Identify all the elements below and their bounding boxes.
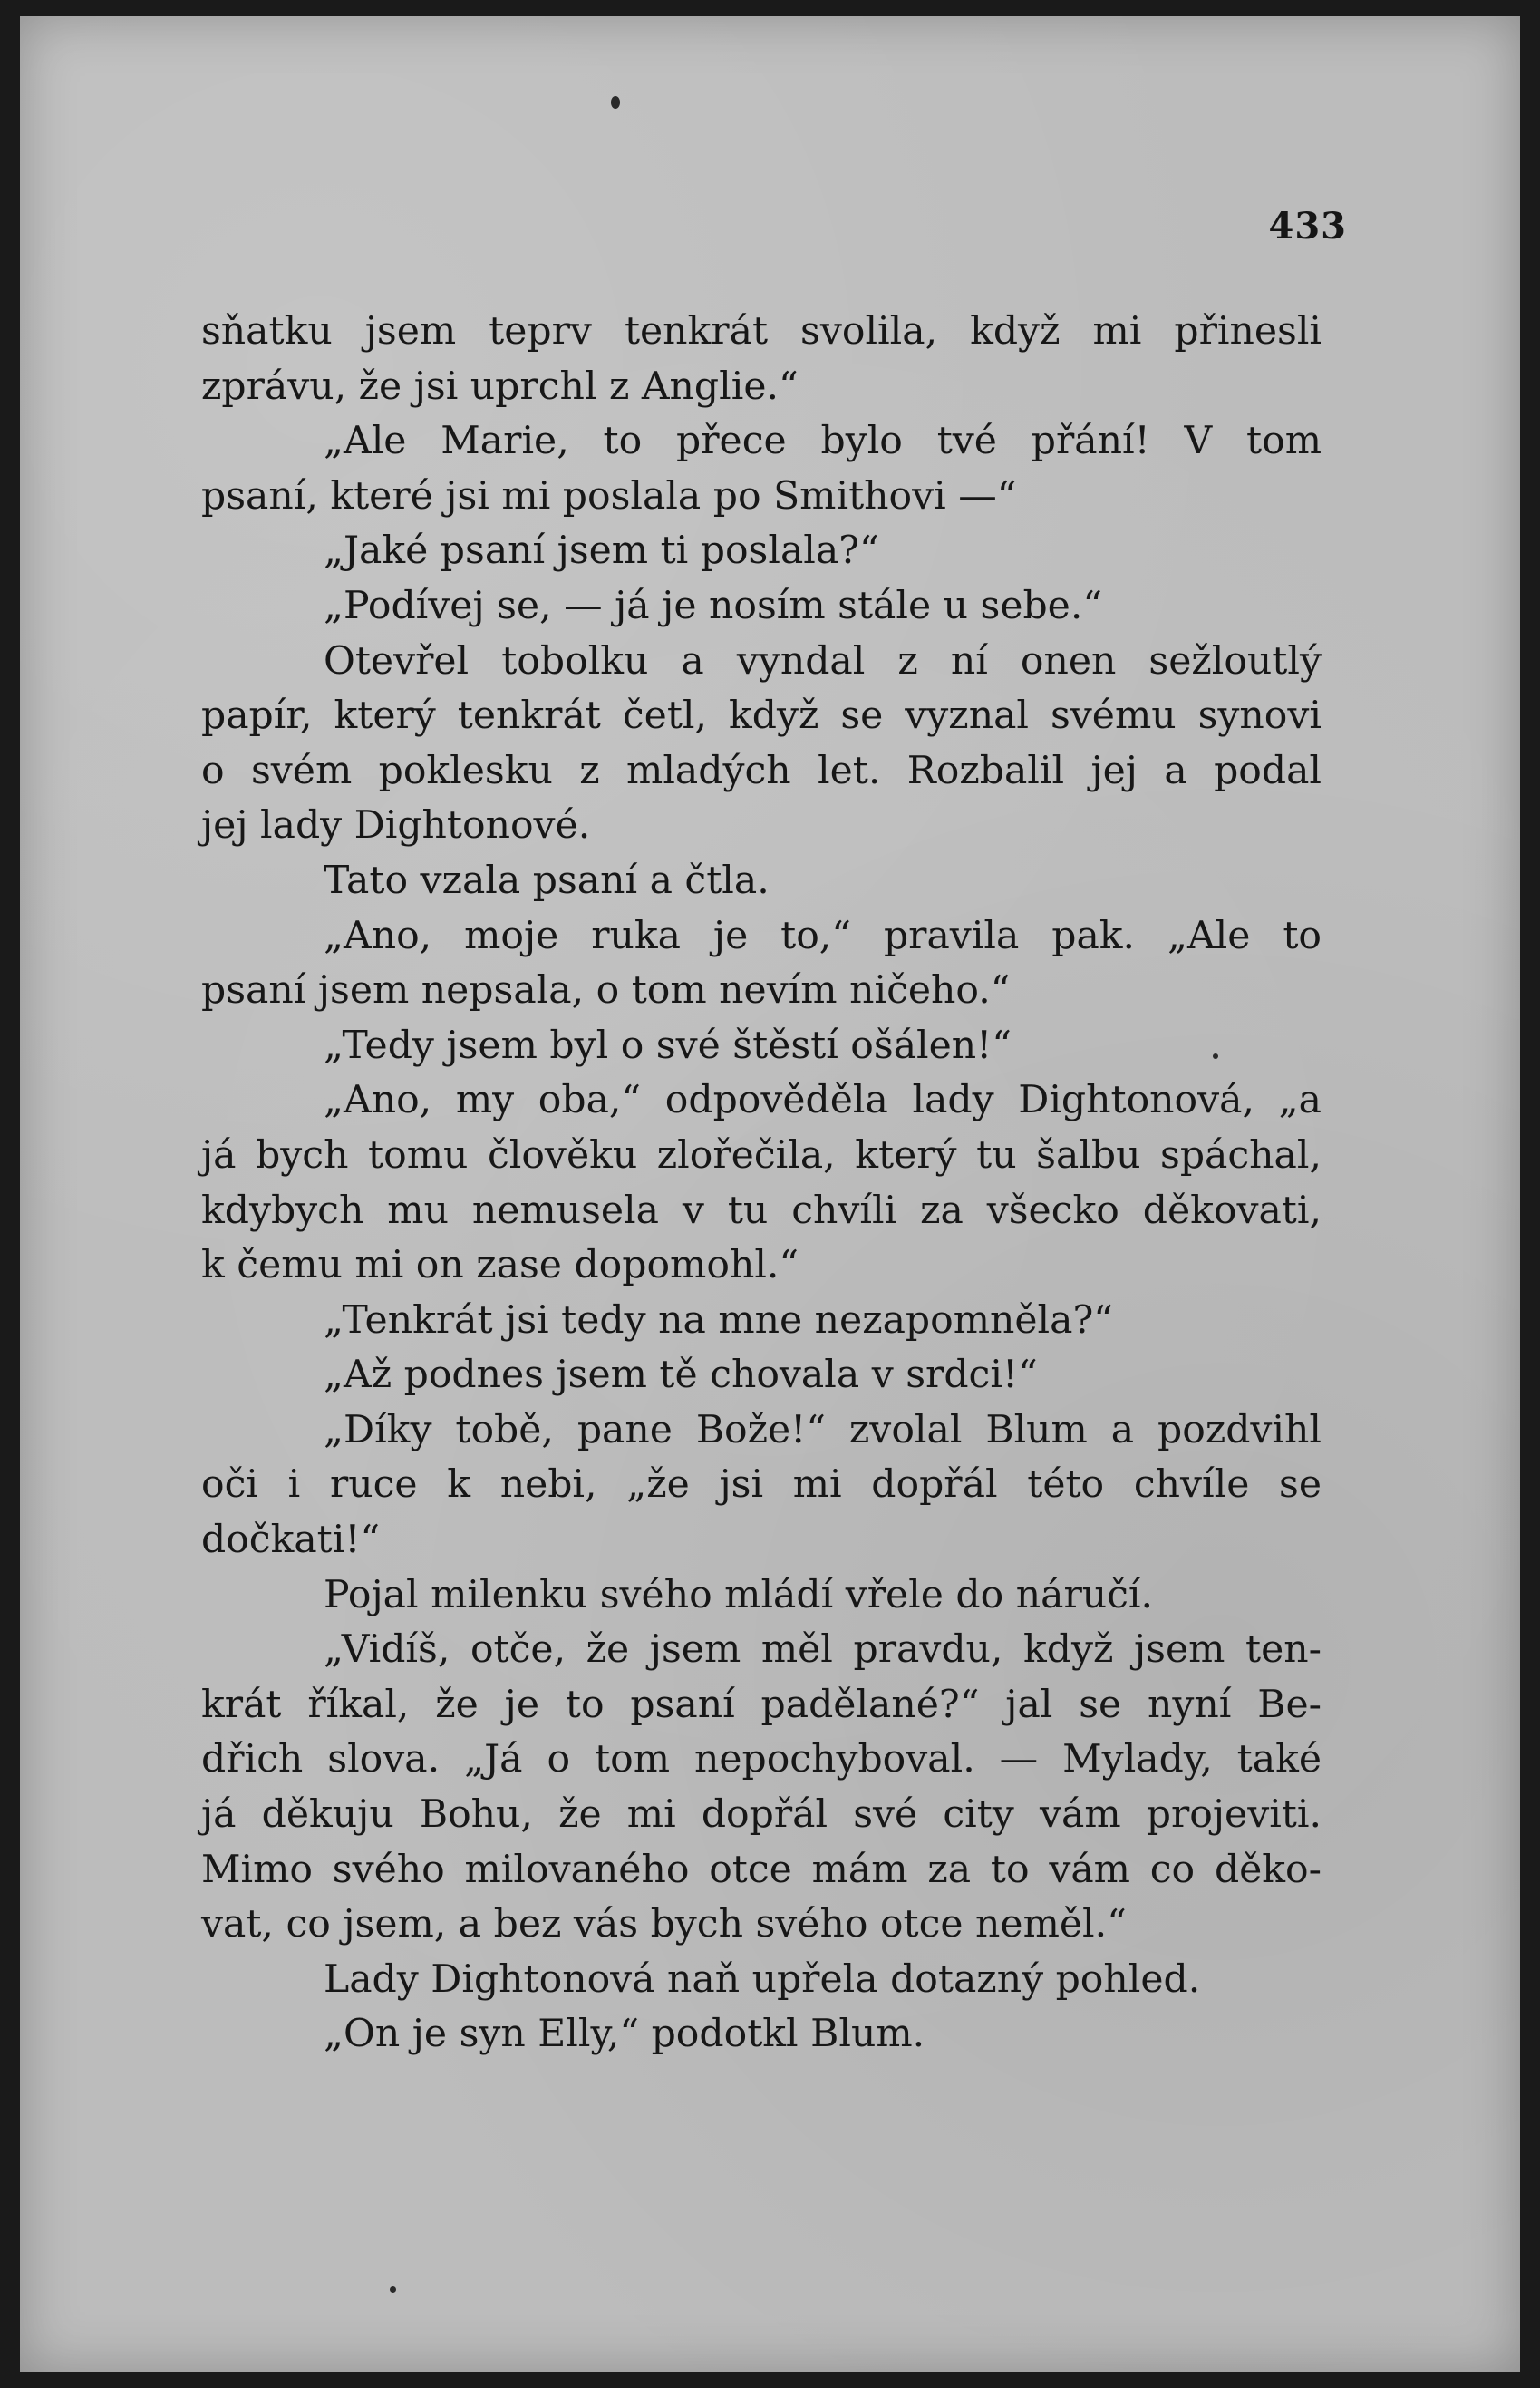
text-line: „Ale Marie, to přece bylo tvé přání! V tom	[324, 419, 1322, 464]
text-line: „Jaké psaní jsem ti poslala?“	[324, 529, 879, 574]
text-line: jej lady Dightonové.	[201, 803, 591, 849]
print-speck	[1213, 1053, 1218, 1059]
text-line: o svém poklesku z mladých let. Rozbalil jej a podal	[201, 748, 1322, 793]
book-page	[20, 16, 1520, 2372]
body-text	[201, 305, 1322, 2063]
text-line: Mimo svého milovaného otce mám za to vám co děko-	[201, 1847, 1322, 1892]
text-line: sňatku jsem teprv tenkrát svolila, když mi přinesli	[201, 309, 1322, 354]
text-line: „Podívej se, — já je nosím stále u sebe.“	[324, 583, 1103, 628]
text-line: „Tedy jsem byl o své štěstí ošálen!“	[324, 1023, 1012, 1068]
text-line: krát říkal, že je to psaní padělané?“ jal se nyní Be-	[201, 1682, 1322, 1727]
text-line: oči i ruce k nebi, „že jsi mi dopřál této chvíle se	[201, 1462, 1322, 1508]
text-line: Pojal milenku svého mládí vřele do náručí.	[324, 1572, 1154, 1617]
print-speck	[611, 96, 620, 109]
text-line: „Díky tobě, pane Bože!“ zvolal Blum a pozdvihl	[324, 1407, 1322, 1452]
text-line: Otevřel tobolku a vyndal z ní onen sežloutlý	[324, 638, 1322, 684]
text-line: dočkati!“	[201, 1518, 381, 1563]
text-line: papír, který tenkrát četl, když se vyznal svému synovi	[201, 694, 1322, 739]
text-line: „On je syn Elly,“ podotkl Blum.	[324, 2012, 925, 2057]
text-line: zprávu, že jsi uprchl z Anglie.“	[201, 364, 799, 409]
text-line: kdybych mu nemusela v tu chvíli za všecko děkovati,	[201, 1188, 1322, 1233]
text-line: psaní jsem nepsala, o tom nevím ničeho.“	[201, 968, 1011, 1014]
text-line: „Ano, moje ruka je to,“ pravila pak. „Ale to	[324, 913, 1322, 958]
text-line: dřich slova. „Já o tom nepochyboval. — Mylady, také	[201, 1737, 1322, 1782]
text-line: „Vidíš, otče, že jsem měl pravdu, když jsem ten-	[324, 1627, 1322, 1673]
text-line: vat, co jsem, a bez vás bych svého otce neměl.“	[201, 1902, 1127, 1947]
print-speck	[390, 2286, 396, 2293]
text-line: psaní, které jsi mi poslala po Smithovi —“	[201, 473, 1017, 519]
text-line: „Až podnes jsem tě chovala v srdci!“	[324, 1353, 1038, 1398]
page-number: 433	[1268, 205, 1347, 248]
text-line: já děkuju Bohu, že mi dopřál své city vám projeviti.	[201, 1792, 1322, 1838]
text-line: k čemu mi on zase dopomohl.“	[201, 1243, 799, 1288]
text-line: Lady Dightonová naň upřela dotazný pohled.	[324, 1956, 1201, 2002]
text-line: „Ano, my oba,“ odpověděla lady Dightonová, „a	[324, 1078, 1322, 1123]
text-line: já bych tomu člověku zlořečila, který tu šalbu spáchal,	[201, 1132, 1322, 1178]
text-line: „Tenkrát jsi tedy na mne nezapomněla?“	[324, 1297, 1113, 1343]
text-line: Tato vzala psaní a čtla.	[324, 858, 770, 903]
